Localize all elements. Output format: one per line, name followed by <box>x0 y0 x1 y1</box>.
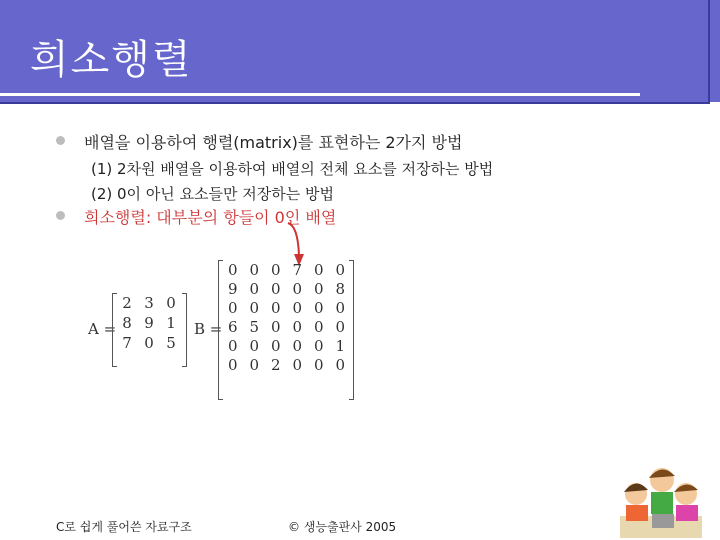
matrix-b-cell: 0 <box>313 261 324 279</box>
matrix-b-cell: 0 <box>270 337 281 355</box>
matrix-b-cell: 0 <box>313 356 324 374</box>
matrix-b-cell: 0 <box>292 299 303 317</box>
matrix-a-label: A = <box>88 320 117 338</box>
matrix-b-cell: 0 <box>313 280 324 298</box>
matrix-a-cell: 7 <box>122 334 132 352</box>
matrix-b-cell: 8 <box>335 280 346 298</box>
matrix-a-cell: 2 <box>122 294 132 312</box>
matrix-b-label: B = <box>194 320 223 338</box>
matrix-b-cell: 0 <box>227 261 238 279</box>
kids-clipart-icon <box>612 458 712 540</box>
matrix-b-cell: 0 <box>313 318 324 336</box>
matrix-b-cell: 0 <box>270 261 281 279</box>
matrix-b-cell: 0 <box>335 356 346 374</box>
matrix-b-cell: 0 <box>335 299 346 317</box>
matrix-a-cell: 3 <box>144 294 154 312</box>
matrix-a <box>116 294 182 352</box>
matrix-b-cell: 9 <box>227 280 238 298</box>
matrix-a-cell: 0 <box>166 294 176 312</box>
matrix-b-right-bracket <box>349 260 354 400</box>
matrix-b-cell: 0 <box>335 318 346 336</box>
matrix-b-cell: 1 <box>335 337 346 355</box>
matrix-b-cell: 5 <box>249 318 260 336</box>
bullet-text-2: 희소행렬: 대부분의 항들이 0인 배열 <box>84 208 337 227</box>
matrix-a-cell: 1 <box>166 314 176 332</box>
matrix-b-cell: 6 <box>227 318 238 336</box>
matrix-b <box>222 261 351 374</box>
matrix-b-cell: 0 <box>313 299 324 317</box>
matrix-a-cell: 9 <box>144 314 154 332</box>
matrix-a-right-bracket <box>182 293 187 367</box>
matrix-a-cell: 0 <box>144 334 154 352</box>
bullet-text-1: 배열을 이용하여 행렬(matrix)를 표현하는 2가지 방법 <box>84 133 463 152</box>
matrix-b-cell: 0 <box>227 337 238 355</box>
matrix-a-cell: 5 <box>166 334 176 352</box>
matrix-b-cell: 0 <box>292 280 303 298</box>
matrix-b-cell: 0 <box>249 280 260 298</box>
matrix-b-cell: 0 <box>249 356 260 374</box>
matrix-b-cell: 0 <box>249 299 260 317</box>
sub-item-2: (2) 0이 아닌 요소들만 저장하는 방법 <box>91 185 335 203</box>
matrix-b-cell: 0 <box>249 337 260 355</box>
matrix-b-cell: 0 <box>227 299 238 317</box>
matrix-a-cell: 8 <box>122 314 132 332</box>
matrix-b-cell: 0 <box>292 337 303 355</box>
footer-book-title: C로 쉽게 풀어쓴 자료구조 <box>56 520 192 534</box>
matrix-b-cell: 0 <box>227 356 238 374</box>
matrix-b-cell: 0 <box>292 356 303 374</box>
matrix-b-cell: 0 <box>270 318 281 336</box>
matrix-b-cell: 0 <box>249 261 260 279</box>
matrix-b-cell: 0 <box>313 337 324 355</box>
sub-item-1: (1) 2차원 배열을 이용하여 배열의 전체 요소를 저장하는 방법 <box>91 160 494 178</box>
matrix-b-cell: 0 <box>270 299 281 317</box>
matrix-b-cell: 0 <box>292 318 303 336</box>
matrix-b-cell: 2 <box>270 356 281 374</box>
footer-copyright: © 생능출판사 2005 <box>288 520 397 534</box>
matrix-b-cell: 7 <box>292 261 303 279</box>
matrix-b-cell: 0 <box>270 280 281 298</box>
slide-title: 희소행렬 <box>30 37 193 83</box>
matrix-b-cell: 0 <box>335 261 346 279</box>
